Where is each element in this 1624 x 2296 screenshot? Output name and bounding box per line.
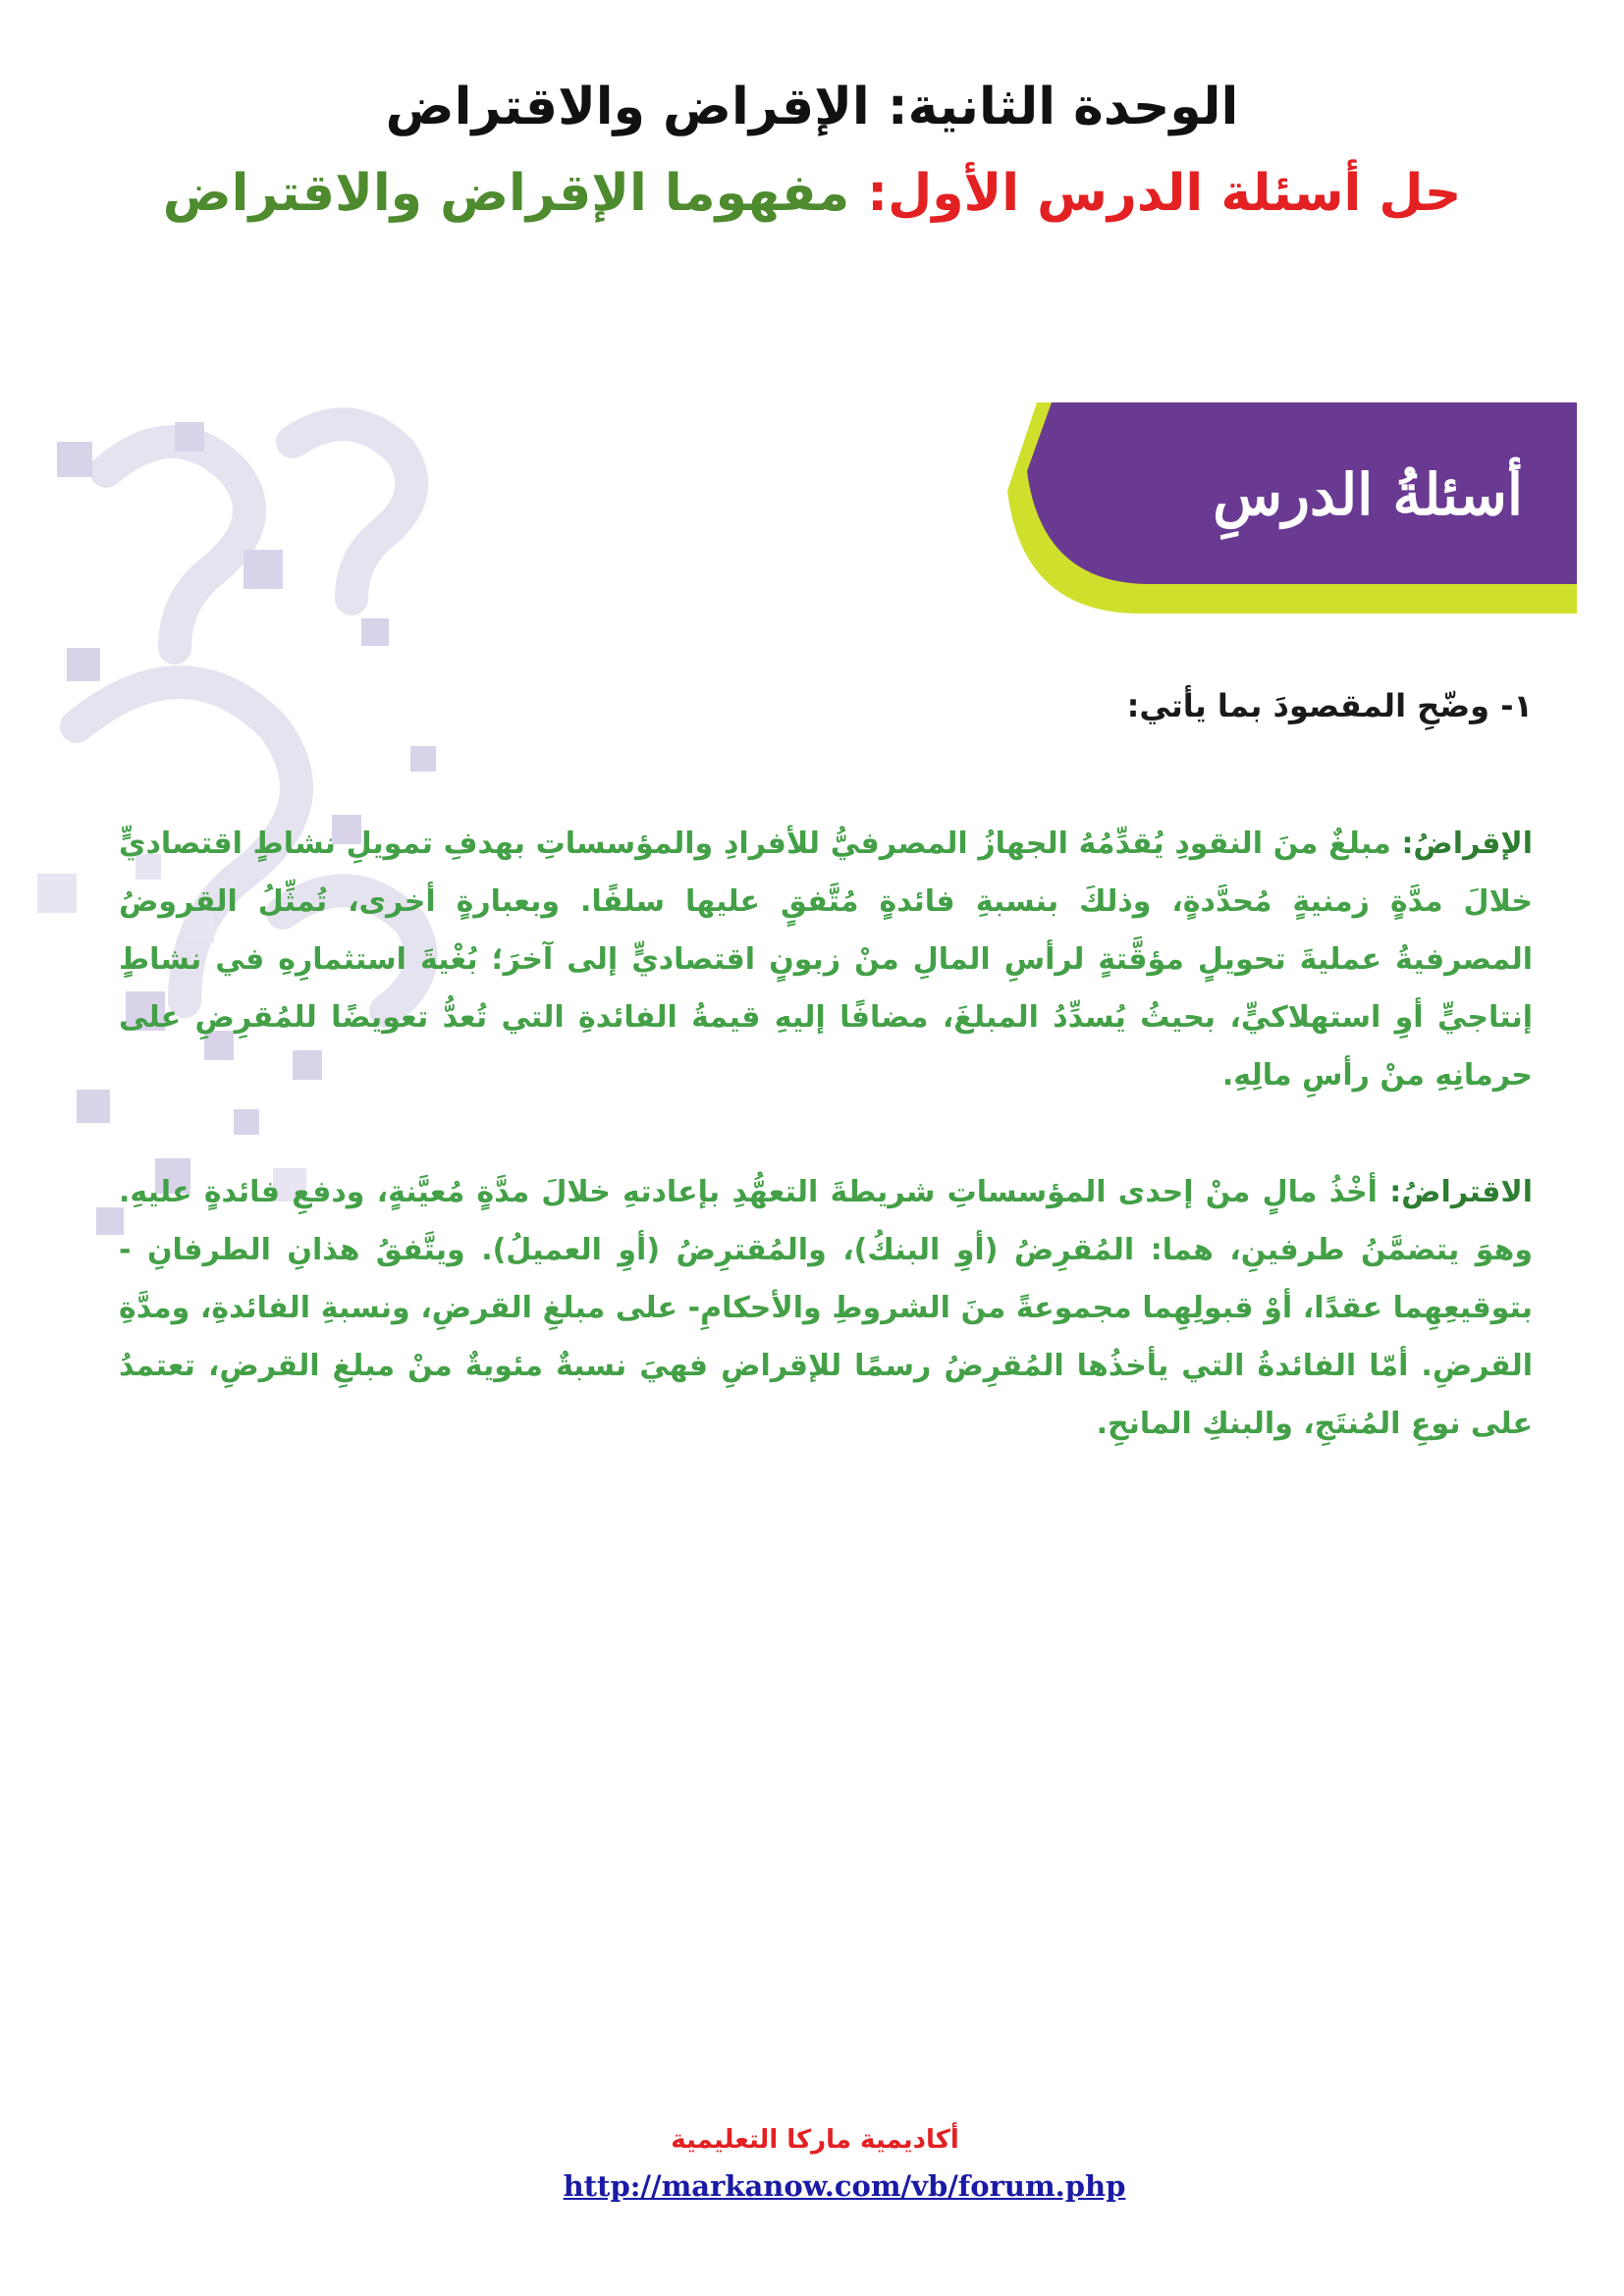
definition-borrowing <box>119 1163 1533 1453</box>
subtitle-prefix: حل أسئلة الدرس الأول: <box>867 164 1462 223</box>
definition-lending-text: مبلغٌ منَ النقودِ يُقدِّمُهُ الجهازُ المصرفيُّ للأفرادِ والمؤسساتِ بهدفِ تمويلِ نشاطٍ اقتصاديٍّ خلالَ مدَّةٍ زمنيةٍ مُحدَّدةٍ، وذلكَ بنسبةِ فائدةٍ مُتَّفقٍ عليها سلفًا. وبعبارةٍ أخرى، تُمثِّلُ القروضُ المصرفيةُ عمليةَ تحويلٍ مؤقَّتةٍ لرأسِ المالِ منْ زبونٍ اقتصاديٍّ إلى آخرَ؛ بُغْيةَ استثمارِهِ في نشاطٍ إنتاجيٍّ أوِ استهلاكيٍّ، بحيثُ يُسدِّدُ المبلغَ، مضافًا إليهِ قيمةُ الفائدةِ التي تُعدُّ تعويضًا للمُقرِضِ على حرمانِهِ منْ رأسِ مالِهِ. <box>119 827 1533 1093</box>
term-borrowing: الاقتراضُ: <box>1389 1175 1533 1209</box>
academy-forum-link[interactable]: http://markanow.com/vb/forum.php <box>563 2169 1126 2203</box>
definition-borrowing-text: أخْذُ مالٍ منْ إحدى المؤسساتِ شريطةَ التعهُّدِ بإعادتهِ خلالَ مدَّةٍ مُعيَّنةٍ، ودفعِ فائدةٍ عليهِ. وهوَ يتضمَّنُ طرفينِ، هما: المُقرِضُ (أوِ البنكُ)، والمُقترِضُ (أوِ العميلُ). ويتَّفقُ هذانِ الطرفانِ - بتوقيعِهِما عقدًا، أوْ قبولِهِما مجموعةً منَ الشروطِ والأحكامِ- على مبلغِ القرضِ، ونسبةِ الفائدةِ، ومدَّةِ القرضِ. أمّا الفائدةُ التي يأخذُها المُقرِضُ رسمًا للإقراضِ فهيَ نسبةٌ مئويةٌ منْ مبلغِ القرضِ، تعتمدُ على نوعِ المُنتَجِ، والبنكِ المانحِ. <box>119 1175 1533 1441</box>
lesson-subtitle <box>0 163 1624 224</box>
term-lending: الإقراضُ: <box>1401 827 1534 861</box>
academy-name: أكاديمية ماركا التعليمية <box>671 2125 959 2155</box>
lesson-questions-panel <box>37 402 1577 1497</box>
definition-lending <box>119 815 1533 1104</box>
unit-title: الوحدة الثانية: الإقراض والاقتراض <box>385 78 1239 136</box>
question-1: ١- وضّحِ المقصودَ بما يأتي: <box>1126 687 1533 724</box>
subtitle-topic: مفهوما الإقراض والاقتراض <box>162 164 850 223</box>
banner-title: أسئلةُ الدرسِ <box>1213 461 1523 528</box>
